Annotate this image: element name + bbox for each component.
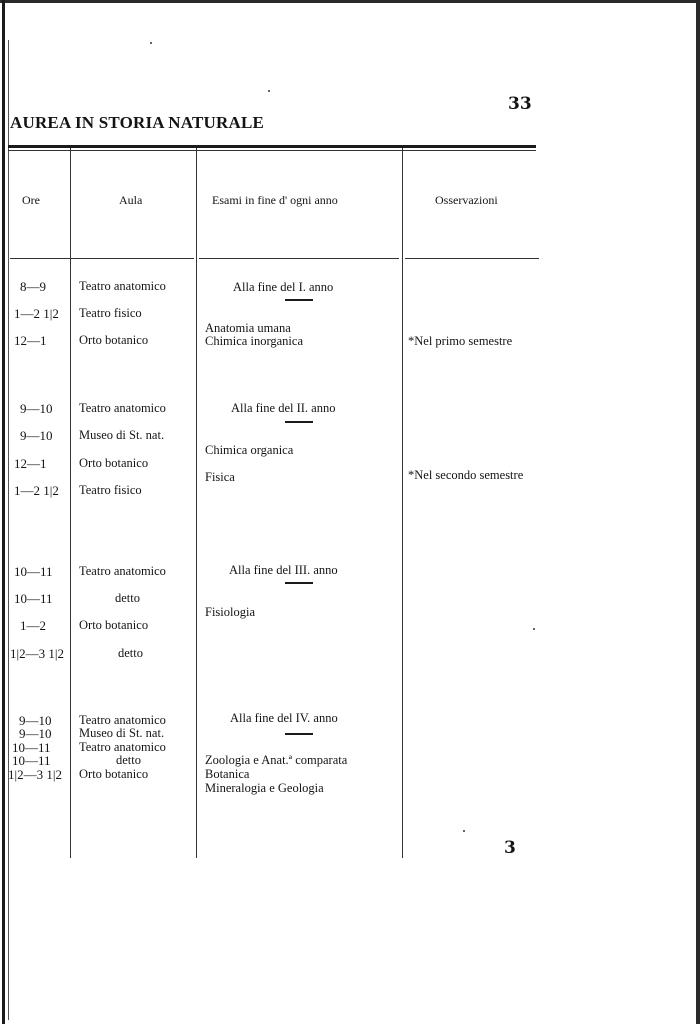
room-cell: Teatro anatomico [79, 564, 166, 578]
room-cell: Museo di St. nat. [79, 726, 165, 740]
page-left-rule [8, 40, 9, 1020]
room-cell: Orto botanico [79, 618, 149, 632]
note-cell: *Nel secondo semestre [408, 468, 524, 482]
hours-cell: 10—11 [12, 753, 51, 768]
hours-cell: 9—10 [20, 401, 53, 416]
page-title: AUREA IN STORIA NATURALE [10, 113, 265, 132]
heading-dash [285, 733, 313, 735]
year-heading: Alla fine del IV. anno [230, 711, 338, 725]
hours-cell: 1|2—3 1|2 [10, 646, 64, 661]
room-cell: Teatro anatomico [79, 401, 166, 415]
column-divider [70, 148, 71, 858]
hours-cell: 8—9 [20, 279, 46, 294]
room-cell: Teatro fisico [79, 306, 142, 320]
exam-item: Anatomia umana [205, 321, 291, 335]
heading-dash [285, 299, 313, 301]
header-rule-thin [8, 150, 536, 151]
header-bottom-rule [405, 258, 539, 259]
scan-speck [150, 42, 152, 44]
hours-cell: 1—2 [20, 618, 46, 633]
exam-item: Mineralogia e Geologia [205, 781, 324, 795]
room-cell: Orto botanico [79, 767, 149, 781]
year-heading: Alla fine del III. anno [229, 563, 338, 577]
column-header-esami: Esami in fine d' ogni anno [212, 193, 338, 207]
exam-item: Zoologia e Anat.ª comparata [205, 753, 348, 767]
room-cell: detto [116, 753, 141, 767]
scan-speck [533, 628, 535, 630]
page-right-edge [696, 0, 700, 1024]
column-divider [402, 148, 403, 858]
header-bottom-rule [199, 258, 399, 259]
room-cell: Teatro anatomico [79, 740, 166, 754]
hours-cell: 1—2 1|2 [14, 306, 59, 321]
header-rule-thick [8, 145, 536, 148]
note-cell: *Nel primo semestre [408, 334, 513, 348]
room-cell: Teatro fisico [79, 483, 142, 497]
room-cell: Orto botanico [79, 333, 149, 347]
hours-cell: 9—10 [20, 428, 53, 443]
page-left-edge [2, 0, 5, 1024]
scan-speck [463, 830, 465, 832]
hours-cell: 10—11 [12, 740, 51, 755]
header-bottom-rule [10, 258, 194, 259]
heading-dash [285, 421, 313, 423]
column-header-aula: Aula [119, 193, 143, 207]
hours-cell: 9—10 [19, 726, 52, 741]
hours-cell: 12—1 [14, 333, 47, 348]
hours-cell: 10—11 [14, 591, 53, 606]
scan-speck [268, 90, 270, 92]
hours-cell: 9—10 [19, 713, 52, 728]
hours-cell: 10—11 [14, 564, 53, 579]
room-cell: Museo di St. nat. [79, 428, 165, 442]
hours-cell: 1—2 1|2 [14, 483, 59, 498]
room-cell: Teatro anatomico [79, 713, 166, 727]
year-heading: Alla fine del I. anno [233, 280, 334, 294]
heading-dash [285, 582, 313, 584]
exam-item: Chimica inorganica [205, 334, 304, 348]
hours-cell: 12—1 [14, 456, 47, 471]
room-cell: Orto botanico [79, 456, 149, 470]
column-divider [196, 148, 197, 858]
exam-item: Chimica organica [205, 443, 294, 457]
column-header-osservazioni: Osservazioni [435, 193, 498, 207]
page-number: 33 [508, 94, 532, 114]
room-cell: Teatro anatomico [79, 279, 166, 293]
room-cell: detto [118, 646, 143, 660]
exam-item: Botanica [205, 767, 250, 781]
exam-item: Fisiologia [205, 605, 256, 619]
hours-cell: 1|2—3 1|2 [8, 767, 62, 782]
page-top-edge [0, 0, 700, 3]
year-heading: Alla fine del II. anno [231, 401, 336, 415]
signature-mark: 3 [504, 838, 516, 858]
column-header-ore: Ore [22, 193, 40, 207]
exam-item: Fisica [205, 470, 235, 484]
room-cell: detto [115, 591, 140, 605]
